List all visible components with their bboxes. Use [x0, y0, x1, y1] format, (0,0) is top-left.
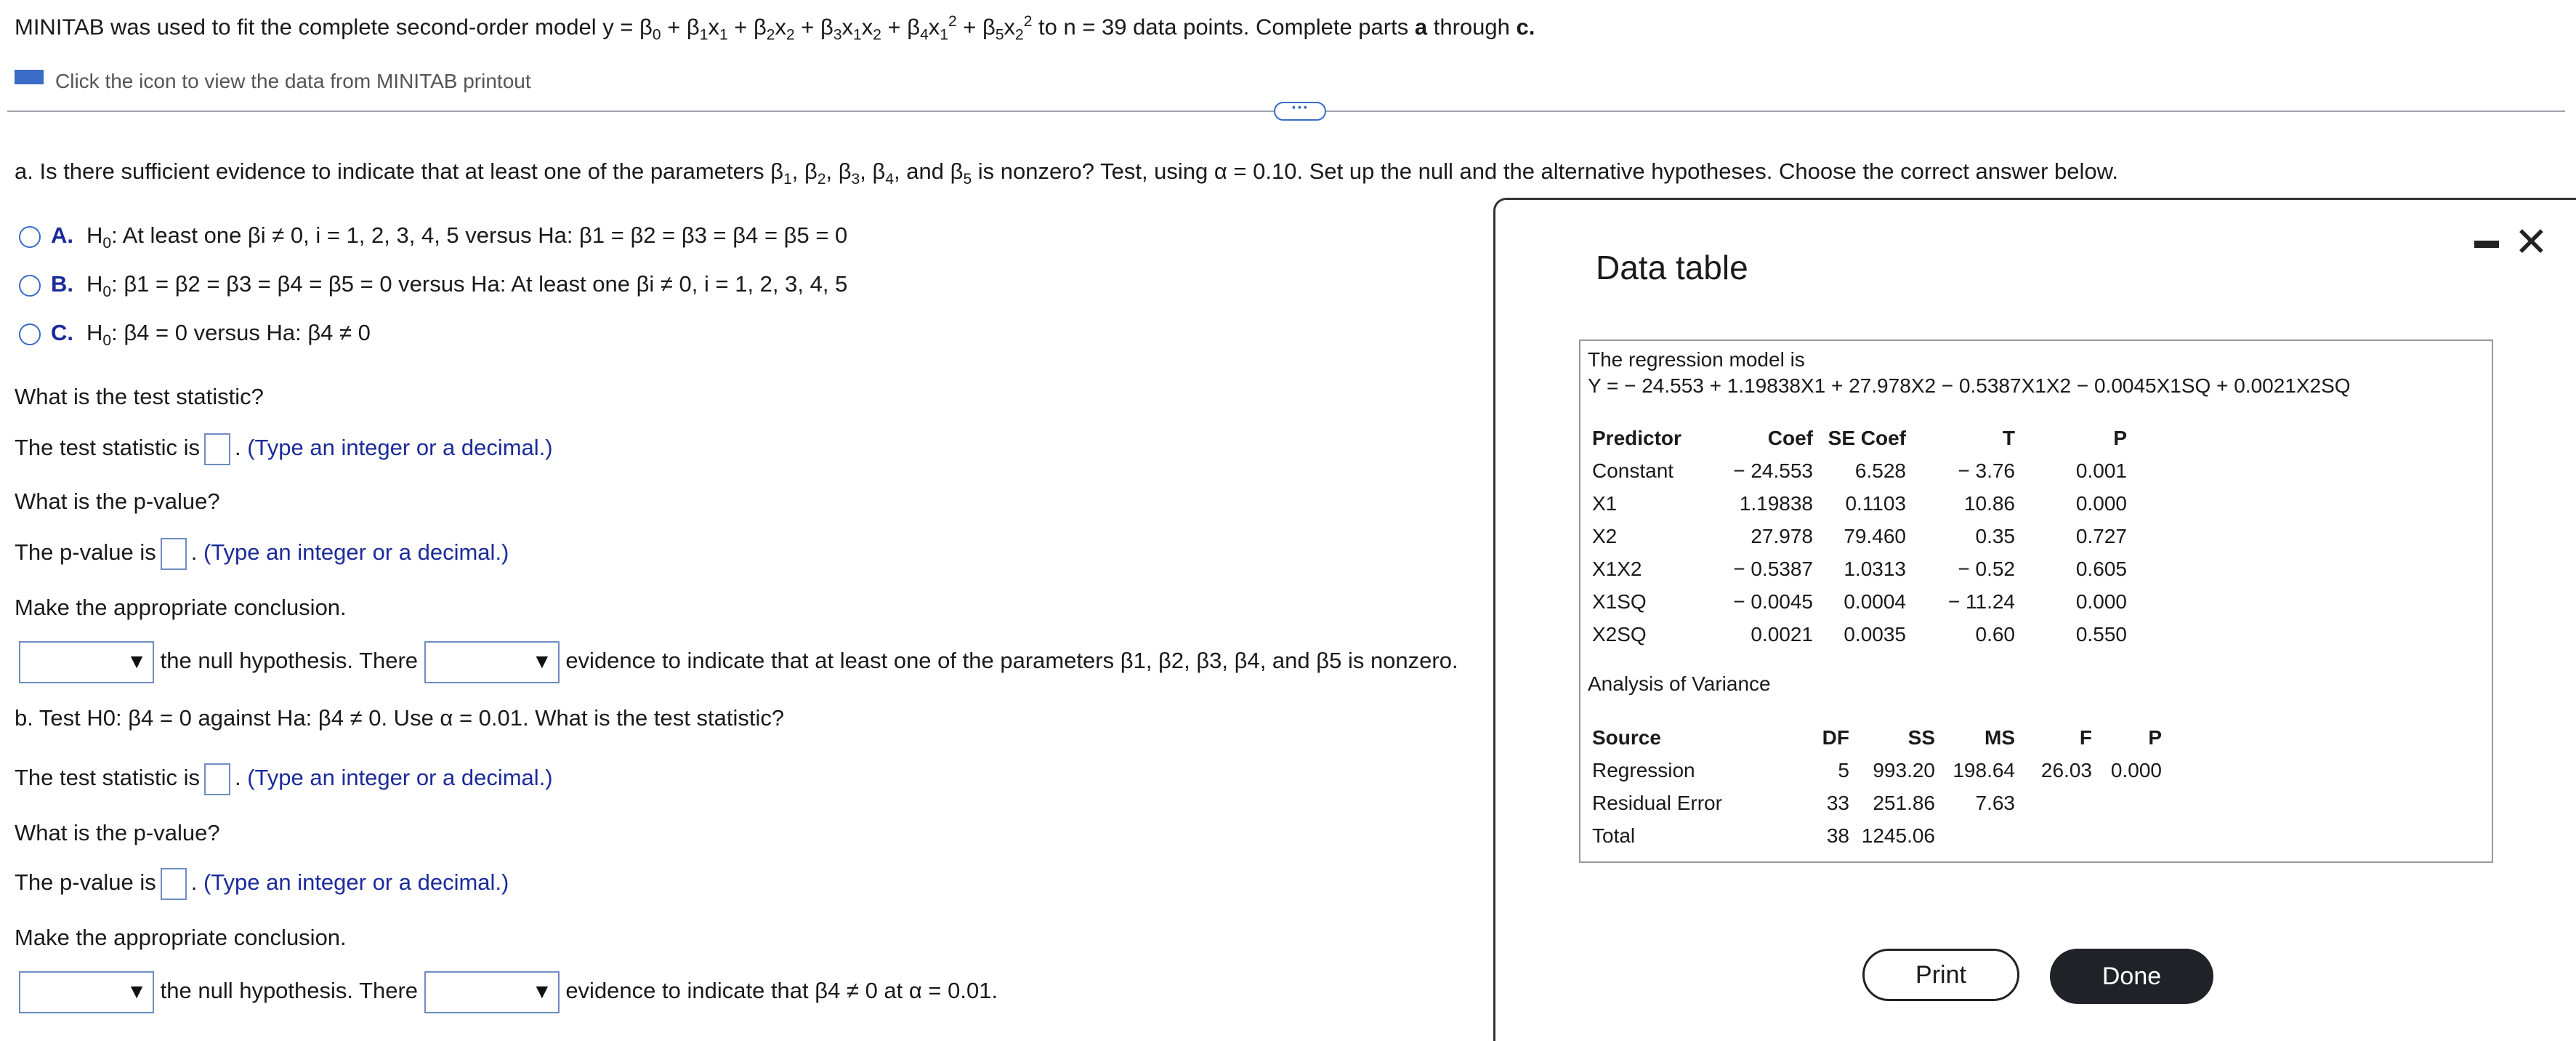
evidence-dropdown-b[interactable] [424, 971, 560, 1013]
question-conclusion-b: Make the appropriate conclusion. [15, 925, 347, 950]
question-p-value-a: What is the p-value? [15, 489, 220, 514]
reject-dropdown-b[interactable] [19, 971, 154, 1013]
done-button[interactable]: Done [2050, 949, 2213, 1004]
problem-statement: MINITAB was used to fit the complete second-order model $y = \beta_0 + \beta_1x_1 + \beta_2x_2 + \beta_3x_1x_2 + \beta_4x_1^2 + \beta_5x_2^2$ to n = 39 data points. Complete parts a through c. [15, 13, 1535, 44]
question-test-statistic-a: What is the test statistic? [15, 384, 264, 409]
dropdown-arrow-icon: ▼ [126, 980, 147, 1002]
dropdown-arrow-icon: ▼ [126, 650, 147, 672]
coef-header-p: P [2113, 427, 2127, 449]
test-statistic-input-a[interactable] [204, 433, 230, 465]
close-icon[interactable]: ✕ [2514, 219, 2548, 265]
question-conclusion-a: Make the appropriate conclusion. [15, 595, 347, 620]
anova-header-ms: MS [1985, 726, 2015, 749]
print-button[interactable]: Print [1862, 949, 2019, 1001]
test-statistic-input-b[interactable] [204, 763, 230, 795]
p-value-input-a[interactable] [161, 538, 187, 570]
dropdown-arrow-icon: ▼ [531, 650, 552, 672]
p-value-input-b[interactable] [161, 868, 187, 900]
test-statistic-row-a: The test statistic is . (Type an integer or a decimal.) [15, 433, 553, 465]
model-equation: Y = − 24.553 + 1.19838X1 + 27.978X2 − 0.5387X1X2 − 0.0045X1SQ + 0.0021X2SQ [1588, 374, 2351, 397]
part-a-question: a. Is there sufficient evidence to indicate that at least one of the parameters $\beta_1$, $\beta_2$, $\beta_3$, $\beta_4$, and $\beta_5$ is nonzero? Test, using α = 0.10. Set up the null and the alternative hypotheses. Choose the correct answer below. [15, 158, 2118, 188]
conclusion-row-b: ▼ the null hypothesis. There ▼ evidence to indicate that β4 ≠ 0 at α = 0.01. [19, 971, 998, 1013]
coef-header-t: T [2002, 427, 2015, 449]
anova-header-f: F [2079, 726, 2092, 749]
part-b-question: b. Test H0: β4 = 0 against Ha: β4 ≠ 0. Use α = 0.01. What is the test statistic? [15, 705, 785, 731]
reject-dropdown-a[interactable] [19, 641, 154, 683]
anova-header-source: Source [1592, 726, 1661, 749]
coef-header-predictor: Predictor [1592, 427, 1681, 449]
radio-option-b[interactable] [19, 275, 41, 297]
test-statistic-row-b: The test statistic is . (Type an integer or a decimal.) [15, 763, 553, 795]
data-table-dialog [1493, 198, 2576, 1041]
p-value-row-a: The p-value is . (Type an integer or a decimal.) [15, 538, 509, 570]
radio-option-a[interactable] [19, 226, 41, 248]
evidence-dropdown-a[interactable] [424, 641, 560, 683]
anova-header-df: DF [1822, 726, 1849, 749]
data-link[interactable]: Click the icon to view the data from MINITAB printout [15, 70, 531, 79]
coef-header-coef: Coef [1767, 427, 1813, 449]
option-b[interactable]: B. $H_0$: β1 = β2 = β3 = β4 = β5 = 0 versus Ha: At least one βi ≠ 0, i = 1, 2, 3, 4, 5 [19, 271, 847, 301]
minitab-output: The regression model is Y = − 24.553 + 1.19838X1 + 27.978X2 − 0.5387X1X2 − 0.0045X1SQ + 0.0021X2SQ Predictor Coef SE Coef T P Constant − 24.553 6.528 − 3.76 0.001 X1 1.19838 0.1103 10.86 0.000 X2 27.978 79.460 0.35 0.727 X1X2 − 0.5387 1.0313 − 0.52 0.605 X1SQ − 0.0045 0.0004 − 11.24 0.000 X2SQ 0.0021 0.0035 0.60 0.550 Analysis of Variance Source DF SS MS F P Regression 5 993.20 198.64 26.03 0.000 Residual Error 33 251.86 7.63 Total 38 1245.06 [1579, 339, 2493, 863]
p-value-row-b: The p-value is . (Type an integer or a decimal.) [15, 868, 509, 900]
anova-header-p: P [2148, 726, 2162, 749]
radio-option-c[interactable] [19, 323, 41, 345]
model-label: The regression model is [1588, 348, 1805, 371]
table-icon[interactable] [15, 70, 44, 84]
dialog-title: Data table [1596, 249, 1748, 286]
expand-collapse-button[interactable]: ··· [1274, 102, 1326, 121]
option-c[interactable]: C. $H_0$: β4 = 0 versus Ha: β4 ≠ 0 [19, 320, 371, 350]
conclusion-row-a: ▼ the null hypothesis. There ▼ evidence to indicate that at least one of the parameters β1, β2, β3, β4, and β5 is nonzero. [19, 641, 1458, 683]
anova-header-ss: SS [1907, 726, 1935, 749]
coef-header-secoef: SE Coef [1828, 427, 1906, 449]
minimize-icon[interactable] [2474, 241, 2499, 248]
dropdown-arrow-icon: ▼ [531, 980, 552, 1002]
question-p-value-b: What is the p-value? [15, 820, 220, 845]
option-a[interactable]: A. $H_0$: At least one βi ≠ 0, i = 1, 2, 3, 4, 5 versus Ha: β1 = β2 = β3 = β4 = β5 = 0 [19, 222, 847, 252]
anova-title: Analysis of Variance [1588, 672, 1771, 695]
